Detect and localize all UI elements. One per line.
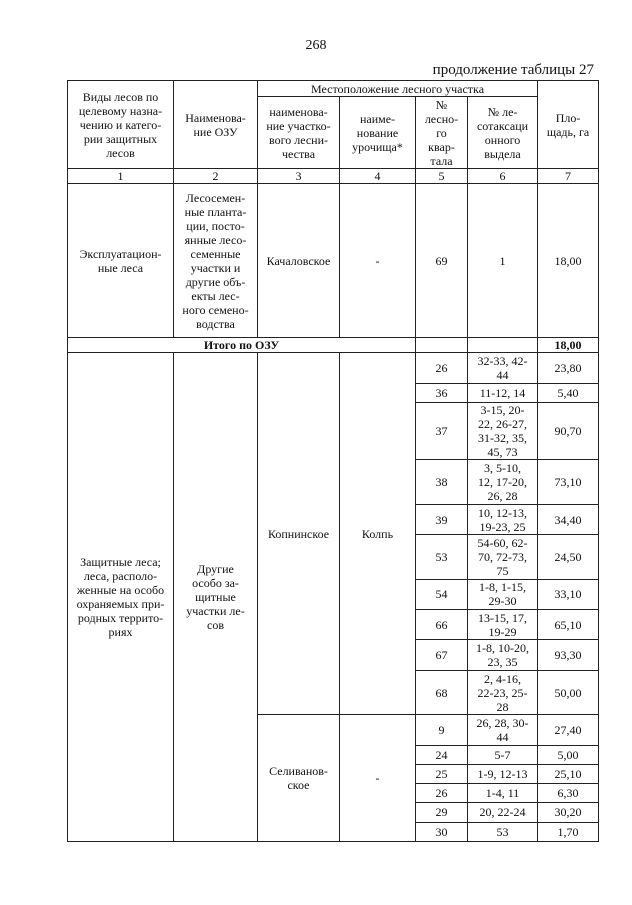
total-empty-cell — [416, 338, 468, 353]
area-cell: 5,00 — [538, 745, 599, 764]
area-cell: 23,80 — [538, 353, 599, 383]
district-cell: Селиванов- ское — [258, 715, 340, 842]
area-cell: 33,10 — [538, 579, 599, 609]
plot-cell: 13-15, 17, 19-29 — [468, 610, 538, 640]
area-cell: 1,70 — [538, 822, 599, 841]
column-number: 6 — [468, 169, 538, 184]
total-label: Итого по ОЗУ — [68, 338, 416, 353]
area-cell: 90,70 — [538, 402, 599, 460]
header-tract: наиме- нование урочища* — [340, 97, 416, 169]
plot-cell: 54-60, 62- 70, 72-73, 75 — [468, 535, 538, 580]
header-quarter: № лесно- го квар- тала — [416, 97, 468, 169]
quarter-cell: 29 — [416, 803, 468, 822]
area-cell: 34,40 — [538, 504, 599, 534]
forest-type-cell: Эксплуатацион- ные леса — [68, 184, 174, 338]
tract-cell: Колпь — [340, 353, 416, 715]
quarter-cell: 36 — [416, 383, 468, 402]
district-cell: Качаловское — [258, 184, 340, 338]
plot-cell: 1-8, 1-15, 29-30 — [468, 579, 538, 609]
column-number: 4 — [340, 169, 416, 184]
column-number: 7 — [538, 169, 599, 184]
quarter-cell: 26 — [416, 784, 468, 803]
quarter-cell: 38 — [416, 460, 468, 505]
quarter-cell: 69 — [416, 184, 468, 338]
plot-cell: 20, 22-24 — [468, 803, 538, 822]
page-number: 268 — [305, 38, 327, 53]
quarter-cell: 39 — [416, 504, 468, 534]
header-area: Пло- щадь, га — [538, 81, 599, 169]
quarter-cell: 53 — [416, 535, 468, 580]
quarter-cell: 68 — [416, 670, 468, 715]
quarter-cell: 54 — [416, 579, 468, 609]
quarter-cell: 67 — [416, 640, 468, 670]
plot-cell: 3-15, 20- 22, 26-27, 31-32, 35, 45, 73 — [468, 402, 538, 460]
plot-cell: 1-4, 11 — [468, 784, 538, 803]
quarter-cell: 24 — [416, 745, 468, 764]
ozu-name-cell: Лесосемен- ные планта- ции, посто- янные лесо- семенные участки и другие объ- екты лес- ного семено- водства — [174, 184, 258, 338]
area-cell: 6,30 — [538, 784, 599, 803]
forest-type-cell: Защитные леса; леса, располо- женные на особо охраняемых при- родных террито- риях — [68, 353, 174, 842]
quarter-cell: 30 — [416, 822, 468, 841]
quarter-cell: 37 — [416, 402, 468, 460]
plot-cell: 5-7 — [468, 745, 538, 764]
header-ozu-name: Наименова- ние ОЗУ — [174, 81, 258, 169]
tract-cell: - — [340, 184, 416, 338]
header-district: наименова- ние участко- вого лесни- чества — [258, 97, 340, 169]
plot-cell: 1-8, 10-20, 23, 35 — [468, 640, 538, 670]
table-continuation-caption: продолжение таблицы 27 — [432, 62, 594, 78]
plot-cell: 10, 12-13, 19-23, 25 — [468, 504, 538, 534]
column-number: 2 — [174, 169, 258, 184]
column-numbers-row — [68, 169, 599, 184]
plot-cell: 53 — [468, 822, 538, 841]
table-row — [68, 353, 599, 383]
column-number: 5 — [416, 169, 468, 184]
total-area: 18,00 — [538, 338, 599, 353]
tract-cell: - — [340, 715, 416, 842]
area-cell: 18,00 — [538, 184, 599, 338]
plot-cell: 26, 28, 30- 44 — [468, 715, 538, 745]
area-cell: 24,50 — [538, 535, 599, 580]
area-cell: 65,10 — [538, 610, 599, 640]
quarter-cell: 26 — [416, 353, 468, 383]
district-cell: Копнинское — [258, 353, 340, 715]
total-row — [68, 338, 599, 353]
plot-cell: 3, 5-10, 12, 17-20, 26, 28 — [468, 460, 538, 505]
plot-cell: 11-12, 14 — [468, 383, 538, 402]
plot-cell: 1-9, 12-13 — [468, 764, 538, 783]
column-number: 1 — [68, 169, 174, 184]
area-cell: 25,10 — [538, 764, 599, 783]
area-cell: 30,20 — [538, 803, 599, 822]
plot-cell: 32-33, 42- 44 — [468, 353, 538, 383]
area-cell: 27,40 — [538, 715, 599, 745]
area-cell: 93,30 — [538, 640, 599, 670]
header-forest-type: Виды лесов по целевому назна- чению и катего- рии защитных лесов — [68, 81, 174, 169]
area-cell: 50,00 — [538, 670, 599, 715]
header-location-group: Местоположение лесного участка — [258, 81, 538, 97]
plot-cell: 2, 4-16, 22-23, 25- 28 — [468, 670, 538, 715]
area-cell: 5,40 — [538, 383, 599, 402]
quarter-cell: 66 — [416, 610, 468, 640]
quarter-cell: 9 — [416, 715, 468, 745]
column-number: 3 — [258, 169, 340, 184]
forest-plots-table — [67, 80, 599, 842]
plot-cell: 1 — [468, 184, 538, 338]
area-cell: 73,10 — [538, 460, 599, 505]
ozu-name-cell: Другие особо за- щитные участки ле- сов — [174, 353, 258, 842]
table-row — [68, 184, 599, 338]
header-plot: № ле- сотаксаци онного выдела — [468, 97, 538, 169]
total-empty-cell — [468, 338, 538, 353]
quarter-cell: 25 — [416, 764, 468, 783]
